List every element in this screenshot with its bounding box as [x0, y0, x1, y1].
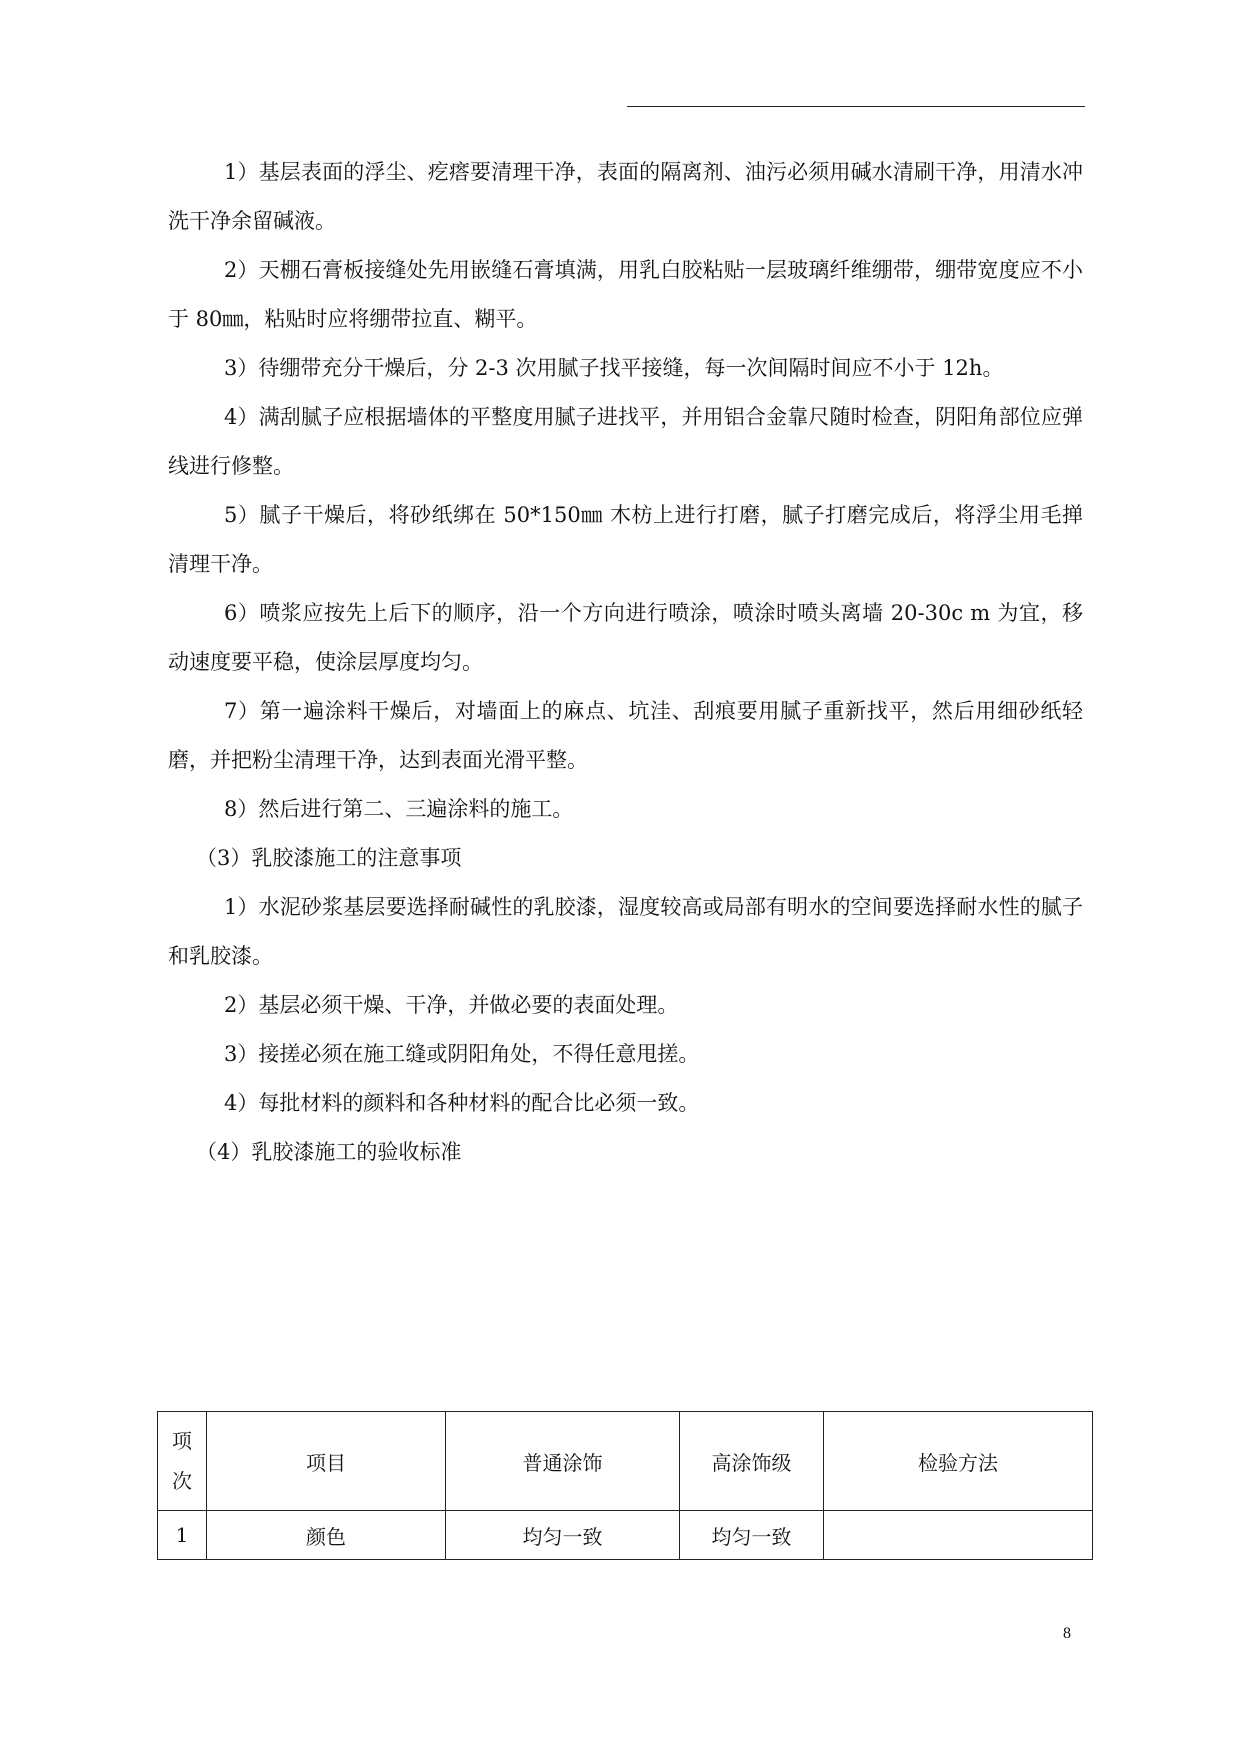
acceptance-standards-table [157, 1411, 1093, 1560]
body-text [168, 148, 1083, 1177]
paragraph: 3）接搓必须在施工缝或阴阳角处，不得任意甩搓。 [224, 1042, 700, 1066]
paragraph: 8）然后进行第二、三遍涂料的施工。 [224, 797, 574, 821]
table-header-row [158, 1412, 1093, 1511]
paragraph: 6）喷浆应按先上后下的顺序，沿一个方向进行喷涂，喷涂时喷头离墙 20-30c m 为宜，移动速度要平稳，使涂层厚度均匀。 [168, 601, 1083, 674]
page-number: 8 [1063, 1625, 1071, 1642]
header-item: 项目 [207, 1412, 446, 1511]
header-item-number [158, 1412, 207, 1511]
paragraph: 2）基层必须干燥、干净，并做必要的表面处理。 [224, 993, 679, 1017]
paragraph: 1）基层表面的浮尘、疙瘩要清理干净，表面的隔离剂、油污必须用碱水清刷干净，用清水冲洗干净余留碱液。 [168, 160, 1083, 233]
paragraph: 4）满刮腻子应根据墙体的平整度用腻子进找平，并用铝合金靠尺随时检查，阴阳角部位应弹线进行修整。 [168, 405, 1083, 478]
header-item-number-line2: 次 [172, 1469, 192, 1493]
header-normal-finish: 普通涂饰 [446, 1412, 680, 1511]
paragraph: 4）每批材料的颜料和各种材料的配合比必须一致。 [224, 1091, 700, 1115]
cell-item: 颜色 [207, 1511, 446, 1560]
cell-normal-finish: 均匀一致 [446, 1511, 680, 1560]
table-row [158, 1511, 1093, 1560]
paragraph: 3）待绷带充分干燥后，分 2-3 次用腻子找平接缝，每一次间隔时间应不小于 12h。 [224, 356, 1004, 380]
header-rule [627, 106, 1085, 107]
header-inspection-method: 检验方法 [824, 1412, 1093, 1511]
header-item-number-line1: 项 [172, 1429, 192, 1453]
paragraph: 1）水泥砂浆基层要选择耐碱性的乳胶漆，湿度较高或局部有明水的空间要选择耐水性的腻子和乳胶漆。 [168, 895, 1083, 968]
cell-inspection-method [824, 1511, 1093, 1560]
header-high-finish: 高涂饰级 [680, 1412, 824, 1511]
paragraph: 5）腻子干燥后，将砂纸绑在 50*150㎜ 木枋上进行打磨，腻子打磨完成后，将浮尘用毛掸清理干净。 [168, 503, 1083, 576]
section-heading: （4）乳胶漆施工的验收标准 [196, 1140, 462, 1164]
section-heading: （3）乳胶漆施工的注意事项 [196, 846, 462, 870]
cell-high-finish: 均匀一致 [680, 1511, 824, 1560]
paragraph: 7）第一遍涂料干燥后，对墙面上的麻点、坑洼、刮痕要用腻子重新找平，然后用细砂纸轻磨，并把粉尘清理干净，达到表面光滑平整。 [168, 699, 1083, 772]
paragraph: 2）天棚石膏板接缝处先用嵌缝石膏填满，用乳白胶粘贴一层玻璃纤维绷带，绷带宽度应不小于 80㎜，粘贴时应将绷带拉直、糊平。 [168, 258, 1083, 331]
cell-item-number: 1 [158, 1511, 207, 1560]
